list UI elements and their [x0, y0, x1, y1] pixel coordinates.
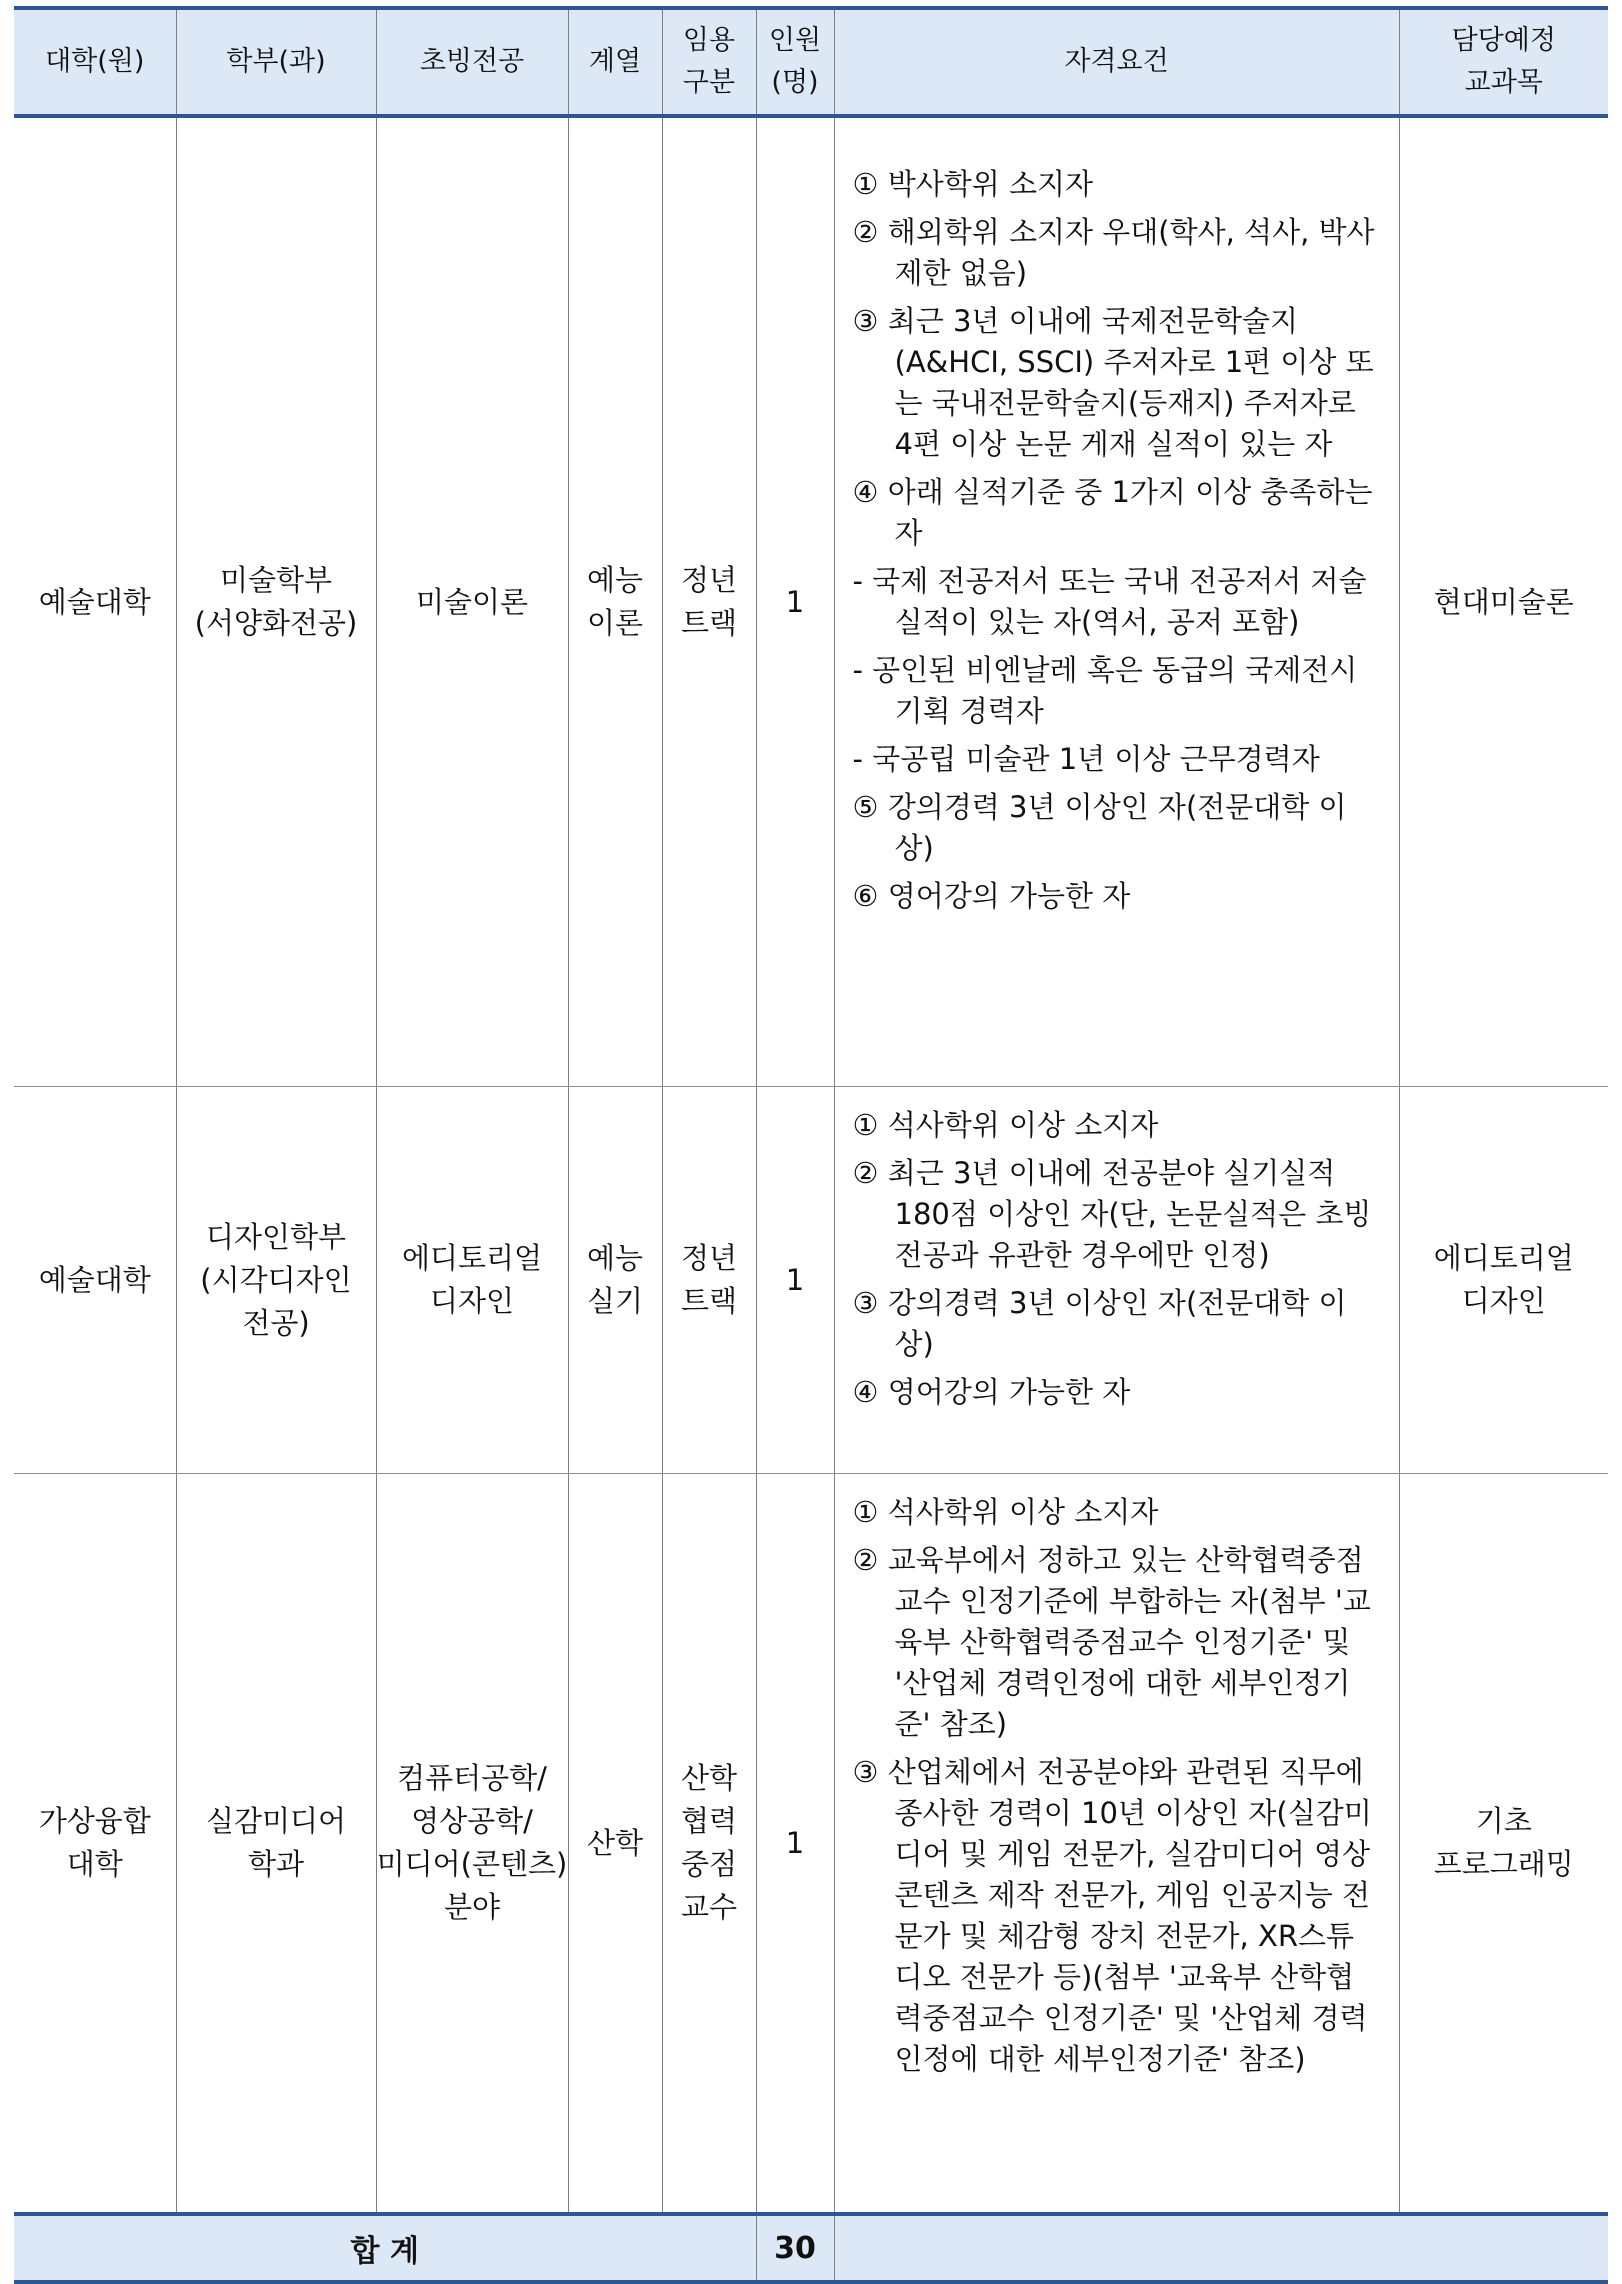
table-row	[14, 116, 1608, 1087]
count-cell: 1	[756, 1474, 834, 2215]
subject-cell: 에디토리얼 디자인	[1399, 1087, 1608, 1474]
total-count: 30	[756, 2214, 834, 2282]
requirement-item: ③ 최근 3년 이내에 국제전문학술지(A&HCI, SSCI) 주저자로 1편 이상 또는 국내전문학술지(등재지) 주저자로 4편 이상 논문 게재 실적이 있는 자	[852, 304, 1374, 461]
department-cell: 미술학부 (서양화전공)	[176, 116, 376, 1087]
requirements-cell	[834, 116, 1399, 1087]
requirement-item: ① 석사학위 이상 소지자	[852, 1108, 1159, 1142]
header-count: 인원 (명)	[756, 8, 834, 116]
requirement-item: ④ 아래 실적기준 중 1가지 이상 충족하는 자	[852, 475, 1373, 550]
total-empty	[834, 2214, 1608, 2282]
header-requirements: 자격요건	[834, 8, 1399, 116]
recruitment-table	[14, 6, 1608, 2284]
requirements-cell	[834, 1087, 1399, 1474]
requirement-item: - 국공립 미술관 1년 이상 근무경력자	[852, 742, 1320, 776]
requirement-item: ① 석사학위 이상 소지자	[852, 1495, 1159, 1529]
field-cell: 예능 실기	[568, 1087, 662, 1474]
department-cell: 실감미디어 학과	[176, 1474, 376, 2215]
count-cell: 1	[756, 116, 834, 1087]
requirement-item: ② 최근 3년 이내에 전공분야 실기실적 180점 이상인 자(단, 논문실적은 초빙전공과 유관한 경우에만 인정)	[852, 1156, 1372, 1272]
requirement-item: ⑤ 강의경력 3년 이상인 자(전문대학 이상)	[852, 790, 1347, 865]
field-cell: 예능 이론	[568, 116, 662, 1087]
header-subject: 담당예정 교과목	[1399, 8, 1608, 116]
major-cell: 미술이론	[376, 116, 568, 1087]
subject-cell: 기초 프로그래밍	[1399, 1474, 1608, 2215]
requirement-item: ③ 산업체에서 전공분야와 관련된 직무에 종사한 경력이 10년 이상인 자(실감미디어 및 게임 전문가, 실감미디어 영상콘텐츠 제작 전문가, 게임 인공지능 전문가 및 체감형 장치 전문가, XR스튜디오 전문가 등)(첨부 '교육부 산학협력중점교수 인정기준' 및 '산업체 경력인정에 대한 세부인정기준' 참조)	[852, 1755, 1372, 2076]
table-row	[14, 1087, 1608, 1474]
college-cell: 예술대학	[14, 116, 176, 1087]
header-college: 대학(원)	[14, 8, 176, 116]
major-cell: 에디토리얼 디자인	[376, 1087, 568, 1474]
major-cell: 컴퓨터공학/ 영상공학/ 미디어(콘텐츠) 분야	[376, 1474, 568, 2215]
type-cell: 정년 트랙	[662, 116, 756, 1087]
requirement-item: ① 박사학위 소지자	[852, 167, 1094, 201]
header-field: 계열	[568, 8, 662, 116]
table-row	[14, 1474, 1608, 2215]
requirements-cell	[834, 1474, 1399, 2215]
header-type: 임용 구분	[662, 8, 756, 116]
college-cell: 예술대학	[14, 1087, 176, 1474]
total-label: 합 계	[14, 2214, 756, 2282]
total-row	[14, 2214, 1608, 2282]
header-row	[14, 8, 1608, 116]
requirement-item: ③ 강의경력 3년 이상인 자(전문대학 이상)	[852, 1286, 1347, 1361]
department-cell: 디자인학부 (시각디자인 전공)	[176, 1087, 376, 1474]
header-department: 학부(과)	[176, 8, 376, 116]
header-major: 초빙전공	[376, 8, 568, 116]
requirement-item: - 국제 전공저서 또는 국내 전공저서 저술 실적이 있는 자(역서, 공저 포함)	[852, 564, 1367, 639]
subject-cell: 현대미술론	[1399, 116, 1608, 1087]
requirement-item: ④ 영어강의 가능한 자	[852, 1375, 1131, 1409]
count-cell: 1	[756, 1087, 834, 1474]
type-cell: 정년 트랙	[662, 1087, 756, 1474]
requirement-item: ② 교육부에서 정하고 있는 산학협력중점교수 인정기준에 부합하는 자(첨부 '교육부 산학협력중점교수 인정기준' 및 '산업체 경력인정에 대한 세부인정기준' 참조)	[852, 1543, 1371, 1741]
field-cell: 산학	[568, 1474, 662, 2215]
college-cell: 가상융합 대학	[14, 1474, 176, 2215]
requirement-item: - 공인된 비엔날레 혹은 동급의 국제전시 기획 경력자	[852, 653, 1358, 728]
requirement-item: ⑥ 영어강의 가능한 자	[852, 879, 1131, 913]
requirement-item: ② 해외학위 소지자 우대(학사, 석사, 박사 제한 없음)	[852, 215, 1375, 290]
type-cell: 산학 협력 중점 교수	[662, 1474, 756, 2215]
